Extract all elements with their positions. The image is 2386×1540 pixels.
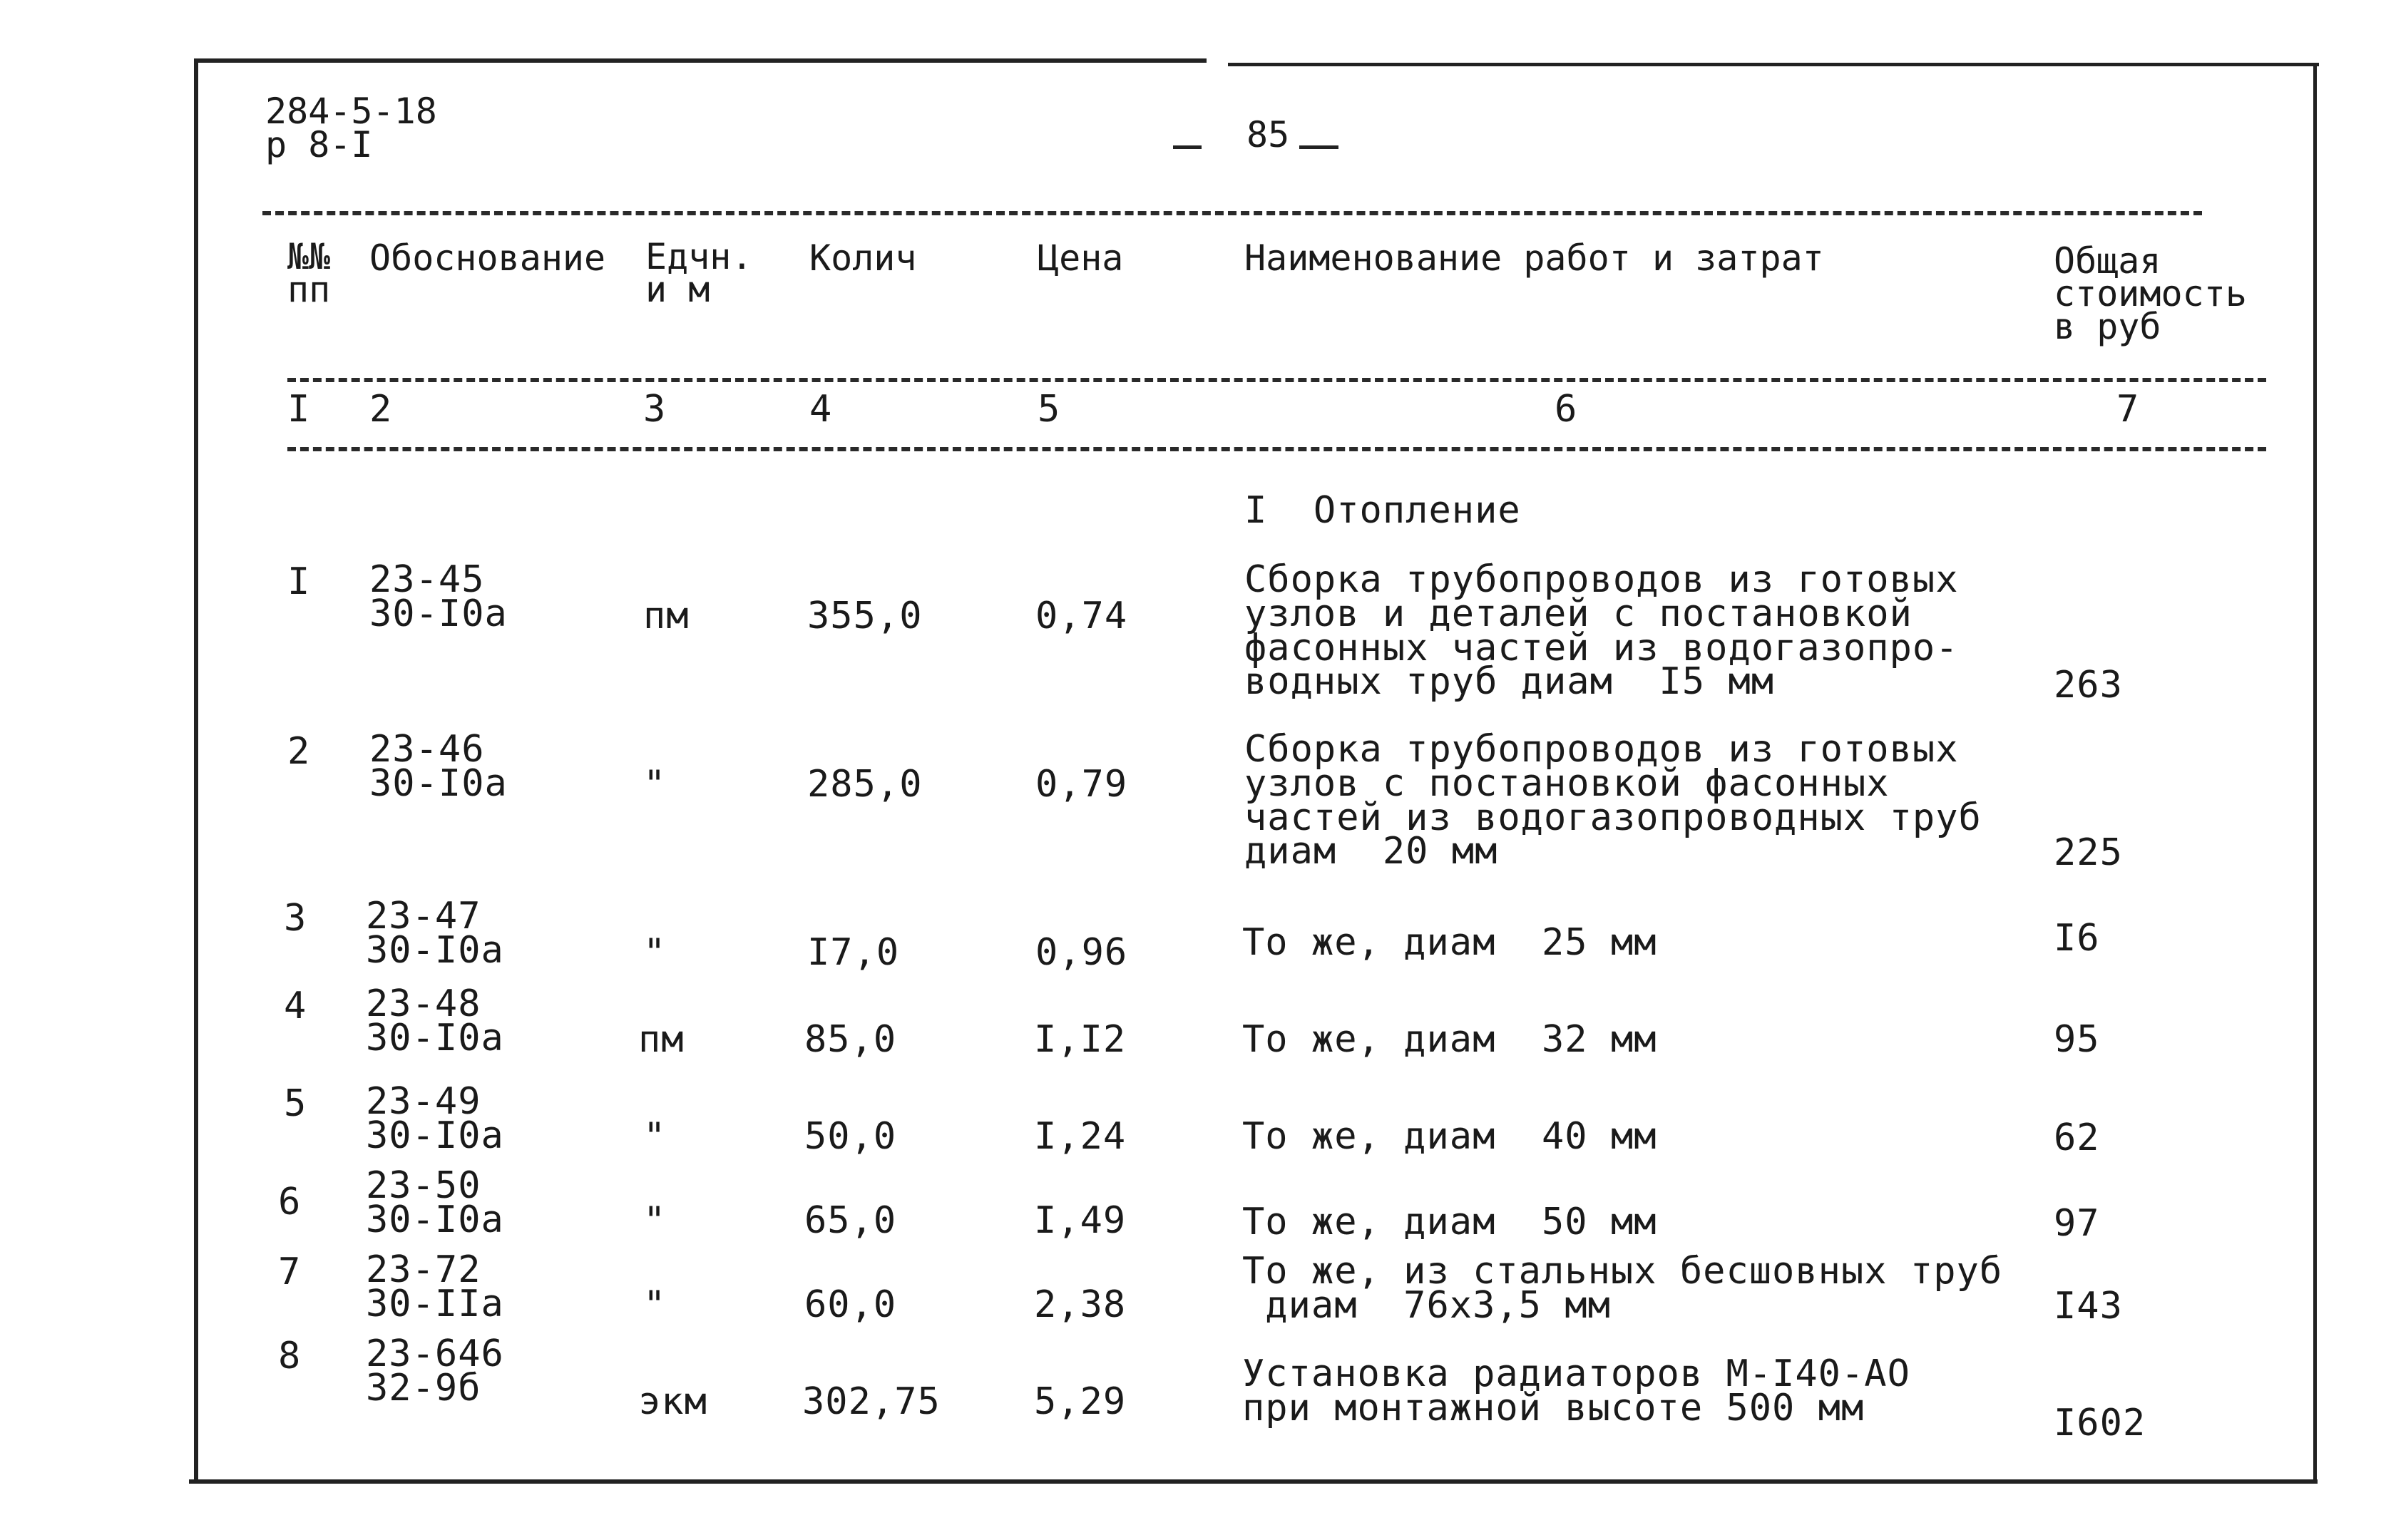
- row-basis: 23-47 30-I0а: [366, 895, 504, 972]
- row-total: 263: [2054, 664, 2123, 707]
- page-number: 85: [1246, 114, 1290, 155]
- row-basis: 23-646 32-9б: [366, 1333, 504, 1410]
- row-unit: пм: [643, 595, 690, 637]
- header-number: №№ пп: [287, 236, 331, 310]
- row-quantity: I7,0: [807, 931, 900, 974]
- row-unit: ": [643, 1115, 667, 1158]
- row-number: 4: [284, 985, 307, 1027]
- header-price: Цена: [1038, 237, 1124, 279]
- row-basis: 23-45 30-I0а: [369, 558, 508, 635]
- row-price: 0,74: [1035, 595, 1128, 637]
- row-total: 97: [2054, 1202, 2100, 1245]
- row-name: То же, диам 50 мм: [1242, 1201, 1657, 1243]
- frame-left: [194, 58, 198, 1483]
- page-number-dash-right: [1299, 145, 1338, 149]
- row-name: То же, диам 25 мм: [1242, 921, 1657, 964]
- frame-top-right: [1228, 63, 2319, 66]
- row-unit: экм: [638, 1380, 707, 1423]
- row-quantity: 85,0: [804, 1018, 897, 1061]
- row-price: 5,29: [1034, 1380, 1127, 1423]
- row-basis: 23-49 30-I0а: [366, 1080, 504, 1157]
- row-price: I,I2: [1034, 1018, 1127, 1061]
- row-number: I: [287, 560, 311, 603]
- row-total: I602: [2054, 1402, 2146, 1444]
- row-total: I6: [2054, 917, 2100, 960]
- row-quantity: 65,0: [804, 1199, 897, 1242]
- row-quantity: 50,0: [804, 1115, 897, 1158]
- row-total: 95: [2054, 1018, 2100, 1061]
- section-title: I Отопление: [1244, 489, 1521, 532]
- row-quantity: 355,0: [807, 595, 923, 637]
- row-basis: 23-46 30-I0а: [369, 728, 508, 805]
- row-total: 62: [2054, 1116, 2100, 1159]
- table-rule-mid: [287, 378, 2266, 382]
- row-quantity: 302,75: [802, 1380, 941, 1423]
- row-quantity: 285,0: [807, 763, 923, 806]
- row-name: Сборка трубопроводов из готовых узлов с постановкой фасонных частей из водогазопроводных труб диам 20 мм: [1244, 728, 1982, 873]
- column-number-5: 5: [1038, 388, 1061, 431]
- row-quantity: 60,0: [804, 1283, 897, 1326]
- row-total: I43: [2054, 1285, 2123, 1328]
- column-number-3: 3: [643, 388, 667, 431]
- row-unit: ": [643, 1283, 667, 1326]
- row-name: То же, диам 32 мм: [1242, 1018, 1657, 1061]
- row-name: Сборка трубопроводов из готовых узлов и деталей с постановкой фасонных частей из водогазопро- водных труб диам I5 мм: [1244, 558, 1959, 704]
- column-number-1: I: [287, 388, 311, 431]
- header-name: Наименование работ и затрат: [1244, 237, 1824, 279]
- row-basis: 23-72 30-IIа: [366, 1248, 504, 1325]
- page-number-dash-left: [1173, 145, 1202, 149]
- row-number: 8: [278, 1335, 302, 1377]
- row-number: 7: [278, 1251, 302, 1293]
- row-price: 0,96: [1035, 931, 1128, 974]
- row-price: 0,79: [1035, 763, 1128, 806]
- column-number-4: 4: [809, 388, 833, 431]
- row-number: 3: [284, 897, 307, 940]
- row-price: I,24: [1034, 1115, 1127, 1158]
- row-unit: ": [643, 763, 667, 806]
- row-total: 225: [2054, 831, 2123, 874]
- header-basis: Обоснование: [369, 237, 606, 279]
- header-quantity: Колич: [809, 237, 917, 279]
- column-number-7: 7: [2116, 388, 2140, 431]
- column-number-2: 2: [369, 388, 393, 431]
- frame-right: [2313, 66, 2317, 1481]
- row-unit: ": [643, 1199, 667, 1242]
- header-unit: Едчн. и м: [645, 236, 753, 310]
- document-section: р 8-I: [265, 124, 373, 165]
- row-number: 5: [284, 1082, 307, 1125]
- row-basis: 23-48 30-I0а: [366, 982, 504, 1059]
- row-name: То же, диам 40 мм: [1242, 1115, 1657, 1158]
- row-price: I,49: [1034, 1199, 1127, 1242]
- row-unit: пм: [638, 1018, 685, 1061]
- document-code: 284-5-18: [265, 91, 437, 132]
- row-name: Установка радиаторов М-I40-АО при монтажной высоте 500 мм: [1242, 1352, 1910, 1429]
- row-name: То же, из стальных бесшовных труб диам 76х3,5 мм: [1242, 1250, 2003, 1327]
- row-number: 2: [287, 730, 311, 773]
- frame-bottom: [189, 1479, 2318, 1484]
- table-rule-top: [262, 211, 2202, 215]
- table-rule-bottom: [287, 447, 2266, 451]
- frame-top-left: [194, 58, 1207, 63]
- column-number-6: 6: [1555, 388, 1578, 431]
- row-price: 2,38: [1034, 1283, 1127, 1326]
- row-basis: 23-50 30-I0а: [366, 1164, 504, 1241]
- row-unit: ": [643, 931, 667, 974]
- row-number: 6: [278, 1181, 302, 1223]
- header-total: Общая стоимость в руб: [2054, 240, 2247, 347]
